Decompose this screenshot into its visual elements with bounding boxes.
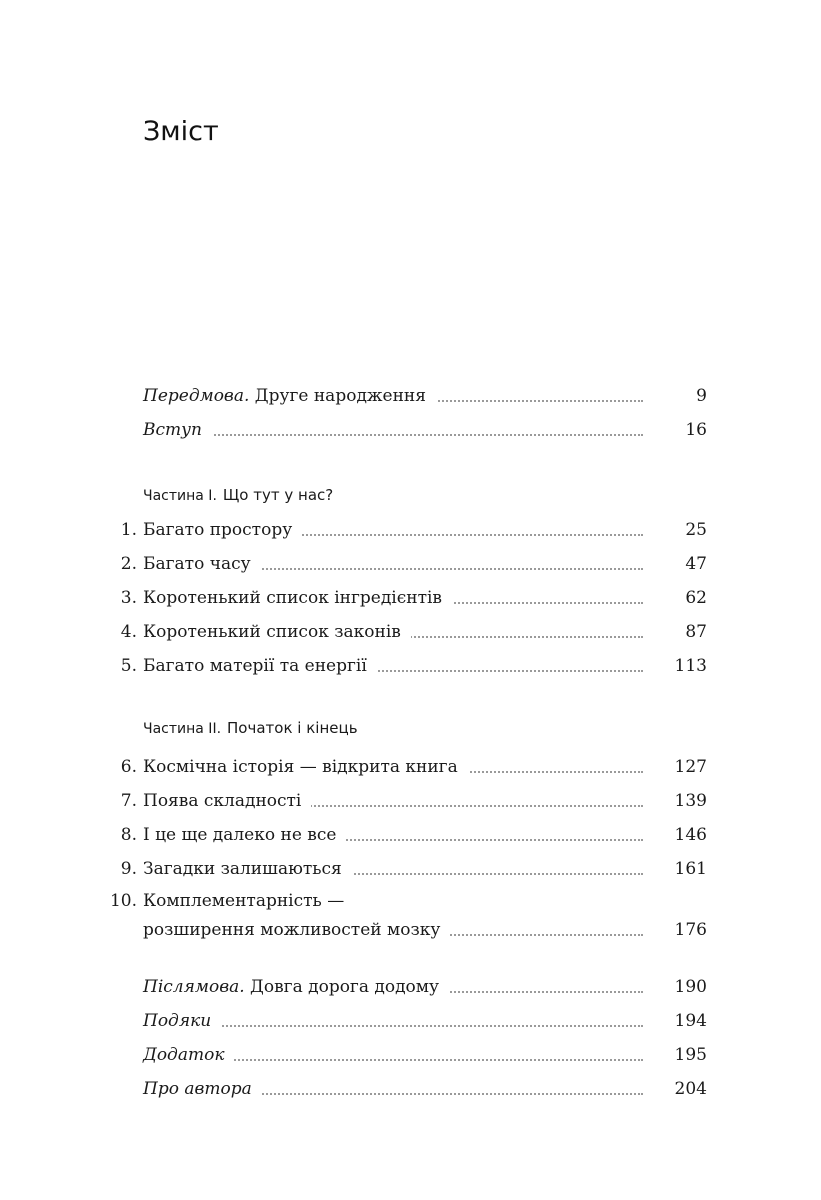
chapter-number: 7. xyxy=(120,791,137,811)
entry-title: Коротенький список інгредієнтів xyxy=(143,583,452,613)
entry-title xyxy=(143,1040,234,1070)
toc-entry-chapter-10-line-2[interactable] xyxy=(0,915,821,945)
part-1-heading xyxy=(143,480,333,510)
entry-title-text: Друге народження xyxy=(249,386,426,406)
toc-entry-chapter-3[interactable] xyxy=(0,583,821,613)
part-title: Початок і кінець xyxy=(227,719,358,737)
page-number: 9 xyxy=(696,386,707,406)
entry-title: Космічна історія — відкрита книга xyxy=(143,752,468,782)
entry-italic-prefix: Подяки xyxy=(143,1011,212,1031)
entry-title xyxy=(143,415,212,445)
entry-title: Багато матерії та енергії xyxy=(143,651,377,681)
dot-leader xyxy=(143,434,643,436)
toc-entry-chapter-9[interactable] xyxy=(0,854,821,884)
toc-entry-introduction[interactable] xyxy=(0,415,821,445)
toc-entry-chapter-5[interactable] xyxy=(0,651,821,681)
entry-title xyxy=(143,381,436,411)
entry-title: І це ще далеко не все xyxy=(143,820,346,850)
toc-entry-chapter-10-line-1[interactable] xyxy=(0,886,821,916)
page-number: 161 xyxy=(674,859,707,879)
part-2-heading xyxy=(143,713,358,743)
toc-entry-chapter-6[interactable] xyxy=(0,752,821,782)
entry-title xyxy=(143,1006,221,1036)
entry-title xyxy=(143,1074,262,1104)
chapter-number: 3. xyxy=(120,588,137,608)
entry-italic-prefix: Передмова. xyxy=(143,386,250,406)
toc-entry-chapter-8[interactable] xyxy=(0,820,821,850)
toc-entry-acknowledgements[interactable] xyxy=(0,1006,821,1036)
toc-entry-appendix[interactable] xyxy=(0,1040,821,1070)
toc-entry-afterword[interactable] xyxy=(0,972,821,1002)
page-number: 62 xyxy=(685,588,707,608)
chapter-number: 4. xyxy=(120,622,137,642)
toc-entry-chapter-4[interactable] xyxy=(0,617,821,647)
part-label: Частина I. xyxy=(143,488,217,504)
toc-entry-chapter-7[interactable] xyxy=(0,786,821,816)
page-number: 87 xyxy=(685,622,707,642)
entry-title xyxy=(143,972,449,1002)
chapter-number: 5. xyxy=(120,656,137,676)
entry-title: Багато простору xyxy=(143,515,302,545)
toc-entry-foreword[interactable] xyxy=(0,381,821,411)
toc-entry-chapter-1[interactable] xyxy=(0,515,821,545)
entry-italic-prefix: Про автора xyxy=(143,1079,252,1099)
page-number: 176 xyxy=(674,920,707,940)
page-number: 194 xyxy=(674,1011,707,1031)
page-number: 204 xyxy=(674,1079,707,1099)
entry-title-line-1: Комплементарність — xyxy=(143,891,345,911)
entry-title: Коротенький список законів xyxy=(143,617,411,647)
part-title: Що тут у нас? xyxy=(222,486,334,504)
entry-title-line-2: розширення можливостей мозку xyxy=(143,915,450,945)
page-number: 139 xyxy=(674,791,707,811)
page-number: 16 xyxy=(685,420,707,440)
page-number: 190 xyxy=(674,977,707,997)
page-number: 195 xyxy=(674,1045,707,1065)
toc-entry-about-author[interactable] xyxy=(0,1074,821,1104)
page-number: 47 xyxy=(685,554,707,574)
entry-title: Багато часу xyxy=(143,549,261,579)
entry-title: Поява складності xyxy=(143,786,311,816)
part-label: Частина II. xyxy=(143,721,222,737)
page-number: 113 xyxy=(674,656,707,676)
toc-entry-chapter-2[interactable] xyxy=(0,549,821,579)
page-number: 25 xyxy=(685,520,707,540)
chapter-number: 9. xyxy=(120,859,137,879)
page-number: 127 xyxy=(674,757,707,777)
page-title: Зміст xyxy=(143,116,219,147)
page-number: 146 xyxy=(674,825,707,845)
entry-title: Загадки залишаються xyxy=(143,854,352,884)
entry-italic-prefix: Післямова. xyxy=(143,977,245,997)
chapter-number: 1. xyxy=(120,520,137,540)
chapter-number: 10. xyxy=(109,891,137,911)
entry-title-text: Довга дорога додому xyxy=(244,977,440,997)
entry-italic-prefix: Вступ xyxy=(143,420,202,440)
chapter-number: 2. xyxy=(120,554,137,574)
chapter-number: 8. xyxy=(120,825,137,845)
entry-italic-prefix: Додаток xyxy=(143,1045,225,1065)
chapter-number: 6. xyxy=(120,757,137,777)
